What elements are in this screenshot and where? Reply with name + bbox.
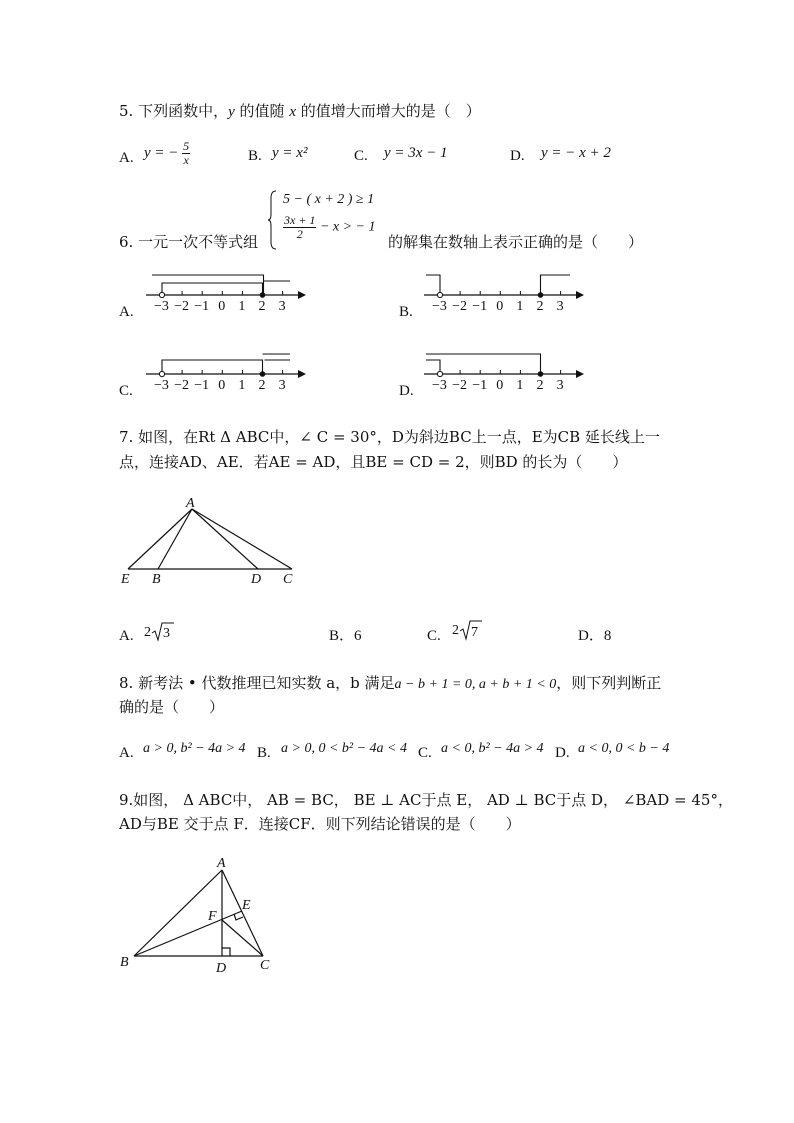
- open-dot-icon: [159, 371, 164, 376]
- q7-triangle-figure: [115, 495, 305, 587]
- q5-option-d-label: D.: [510, 148, 525, 164]
- arrow-right-icon: [298, 291, 306, 299]
- fraction-numerator: 5: [183, 139, 190, 153]
- q8-stem-line-2: 确的是（ ）: [119, 698, 225, 716]
- q9-right-angle-d-icon: [222, 948, 230, 956]
- filled-dot-icon: [260, 371, 266, 377]
- number-line-tick-label: 2: [536, 378, 544, 393]
- number-line-tick-label: −3: [154, 378, 169, 393]
- number-line-tick-label: −2: [174, 378, 190, 393]
- filled-dot-icon: [538, 292, 544, 298]
- q7-segment-ab: [158, 509, 192, 569]
- q5-option-d: y = − x + 2: [541, 145, 611, 161]
- q8-option-d-label: D.: [555, 745, 570, 761]
- number-line-tick-label: 3: [556, 378, 564, 393]
- number-line-tick-label: 1: [238, 299, 246, 314]
- q6-inequality-2-rest: − x > − 1: [319, 219, 376, 235]
- q9-label-e: E: [242, 898, 251, 913]
- number-line-tick-label: −2: [452, 378, 468, 393]
- number-line-tick-label: 2: [258, 299, 266, 314]
- q7-segment-ad: [192, 509, 258, 569]
- q7-option-b: B．6: [329, 628, 362, 644]
- q7-stem-line-2: 点，连接AD、AE．若AE = AD，且BE = CD = 2，则BD 的长为（ ）: [119, 453, 628, 471]
- number-line-tick-label: 3: [278, 378, 286, 393]
- q9-right-angle-e-icon: [234, 914, 243, 920]
- q9-stem-line-2: AD与BE 交于点 F．连接CF．则下列结论错误的是（ ）: [119, 815, 521, 833]
- q7-option-c-radicand: 7: [471, 625, 478, 640]
- q5-option-a-label: A.: [119, 150, 134, 166]
- number-line-tick-label: −2: [174, 299, 190, 314]
- number-line-tick-label: 0: [496, 378, 504, 393]
- q6-inequality-2-fraction: [283, 214, 316, 241]
- number-line-tick-label: 3: [556, 299, 564, 314]
- number-line-tick-label: 2: [258, 378, 266, 393]
- solution-region-bracket: [162, 360, 263, 374]
- number-line-tick-label: 1: [516, 299, 524, 314]
- q5-option-b-label: B.: [248, 148, 262, 164]
- number-line-tick-label: −3: [432, 299, 447, 314]
- q7-option-a-coef: 2: [144, 625, 151, 640]
- solution-region-bracket: [426, 354, 541, 374]
- q7-label-c: C: [283, 572, 293, 587]
- q6-option-b-label: B.: [399, 304, 413, 320]
- number-line-tick-label: 0: [218, 299, 226, 314]
- q6-stem-a: 6. 一元一次不等式组: [119, 233, 259, 251]
- q7-label-d: D: [251, 572, 262, 587]
- q9-segment-ac: [222, 870, 263, 956]
- q7-label-e: E: [121, 572, 130, 587]
- solution-region-bracket: [541, 275, 571, 295]
- q5-var-x: x: [289, 104, 297, 120]
- q9-label-a: A: [217, 856, 226, 871]
- q6-number-line-c: [140, 345, 310, 395]
- q8-option-b-label: B.: [257, 745, 271, 761]
- number-line-tick-label: −1: [472, 378, 488, 393]
- q9-label-f: F: [208, 909, 217, 924]
- q8-option-a: a > 0, b² − 4a > 4: [143, 741, 246, 756]
- filled-dot-icon: [538, 371, 544, 377]
- q5-option-b: y = x²: [272, 145, 308, 161]
- number-line-tick-label: 0: [218, 378, 226, 393]
- q7-option-a-label: A.: [119, 628, 134, 644]
- q6-brace-icon: [268, 190, 278, 250]
- q8-condition: a − b + 1 = 0, a + b + 1 < 0: [394, 677, 557, 692]
- filled-dot-icon: [260, 292, 266, 298]
- open-dot-icon: [437, 371, 442, 376]
- number-line-tick-label: −3: [432, 378, 447, 393]
- q7-segment-ac: [192, 509, 292, 569]
- q5-option-c-label: C.: [354, 148, 368, 164]
- q5-var-y: y: [228, 104, 235, 120]
- open-dot-icon: [437, 292, 442, 297]
- q8-stem-line-1: [119, 672, 661, 693]
- q9-segment-cf: [222, 920, 263, 956]
- solution-region-bracket: [426, 275, 440, 295]
- number-line-tick-label: −1: [194, 299, 210, 314]
- number-line-tick-label: 0: [496, 299, 504, 314]
- q7-option-a-radical: [143, 621, 175, 643]
- q6-option-c-label: C.: [119, 383, 133, 399]
- q6-number-line-d: [418, 345, 588, 395]
- number-line-tick-label: −3: [154, 299, 169, 314]
- q8-option-c: a < 0, b² − 4a > 4: [441, 741, 544, 756]
- number-line-tick-label: 3: [278, 299, 286, 314]
- q9-stem-line-1: 9.如图， Δ ABC中， AB = BC， BE ⊥ AC于点 E， AD ⊥ BC于点 D， ∠BAD = 45°，: [119, 791, 733, 809]
- q6-number-line-a: [140, 266, 310, 316]
- q7-option-c-radical: [451, 619, 483, 643]
- q8-option-b: a > 0, 0 < b² − 4a < 4: [281, 741, 407, 756]
- number-line-tick-label: −1: [472, 299, 488, 314]
- number-line-tick-label: 1: [238, 378, 246, 393]
- q7-option-c-label: C.: [427, 628, 441, 644]
- solution-region-bracket: [152, 275, 264, 295]
- q6-number-line-b: [418, 266, 588, 316]
- q7-stem-line-1: 7. 如图，在Rt Δ ABC中，∠ C = 30°，D为斜边BC上一点，E为CB 延长线上一: [119, 428, 660, 446]
- q7-label-a: A: [186, 496, 195, 511]
- arrow-right-icon: [576, 291, 584, 299]
- q8-option-d: a < 0, 0 < b − 4: [578, 741, 670, 756]
- arrow-right-icon: [298, 370, 306, 378]
- q9-label-d: D: [216, 961, 227, 975]
- q5-stem-part: 5. 下列函数中，: [119, 102, 229, 120]
- number-line-tick-label: −1: [194, 378, 210, 393]
- q7-option-c: [451, 619, 483, 647]
- q9-triangle-figure: [115, 853, 285, 975]
- arrow-right-icon: [576, 370, 584, 378]
- q5-option-a-lhs: y = −: [144, 144, 179, 161]
- q8-stem-part: ，则下列判断正: [556, 674, 662, 692]
- fraction-denominator: 2: [296, 227, 303, 241]
- q6-inequality-2: [283, 214, 376, 241]
- q6-stem-b: 的解集在数轴上表示正确的是（ ）: [388, 233, 644, 251]
- q7-label-b: B: [152, 572, 161, 587]
- q5-stem-part: 的值随: [239, 102, 285, 120]
- q7-option-c-coef: 2: [452, 623, 459, 638]
- q8-option-a-label: A.: [119, 745, 134, 761]
- open-dot-icon: [159, 292, 164, 297]
- q7-option-a-radicand: 3: [163, 626, 170, 641]
- q6-option-a-label: A.: [119, 304, 134, 320]
- q7-option-a: [143, 621, 175, 647]
- q7-option-d: D．8: [578, 628, 612, 644]
- fraction-numerator: 3x + 1: [284, 213, 316, 227]
- q8-stem-part: 8. 新考法 • 代数推理已知实数 a，b 满足: [119, 674, 395, 692]
- q5-stem-part: 的值增大而增大的是（ ）: [300, 102, 481, 120]
- q5-option-a-fraction: [182, 140, 190, 167]
- number-line-tick-label: 1: [516, 378, 524, 393]
- q7-segment-ae: [128, 509, 192, 569]
- q5-option-a: [144, 140, 190, 167]
- q5-option-c: y = 3x − 1: [384, 145, 448, 161]
- fraction-denominator: x: [183, 153, 189, 167]
- q8-option-c-label: C.: [418, 745, 432, 761]
- q9-segment-be: [134, 911, 242, 956]
- q6-inequality-1: 5 − ( x + 2 ) ≥ 1: [283, 192, 375, 207]
- number-line-tick-label: −2: [452, 299, 468, 314]
- number-line-tick-label: 2: [536, 299, 544, 314]
- q9-label-b: B: [120, 955, 129, 970]
- q6-option-d-label: D.: [399, 383, 414, 399]
- q5-stem: [119, 100, 481, 121]
- q9-label-c: C: [260, 958, 270, 973]
- solution-region-bracket: [162, 283, 263, 295]
